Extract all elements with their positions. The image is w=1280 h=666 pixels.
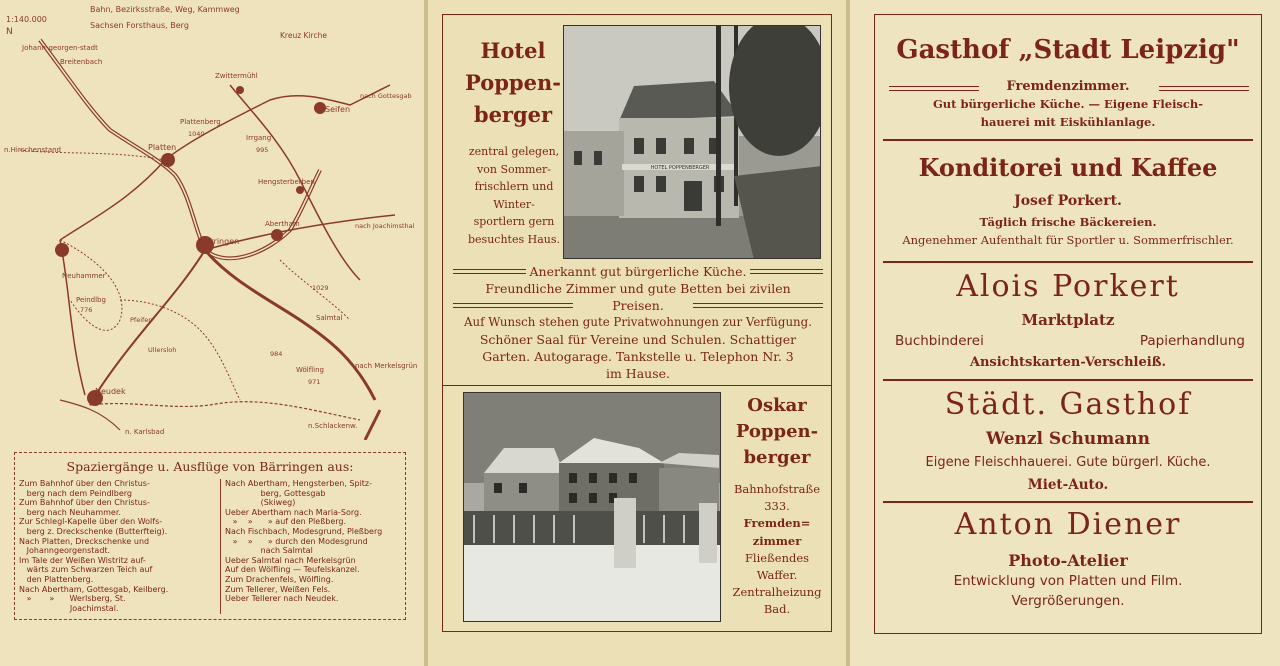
svg-text:n.Schlackenw.: n.Schlackenw.	[308, 422, 358, 430]
svg-text:Ullersloh: Ullersloh	[148, 346, 177, 354]
map-panel	[0, 0, 424, 666]
svg-text:Hengsterberben: Hengsterberben	[258, 178, 315, 186]
porkert-line2: Ansichtskarten-Verschleiß.	[969, 355, 1167, 370]
gasthof-line2: hauerei mit Eiskühlanlage.	[980, 115, 1156, 129]
gasthof-title: Gasthof „Stadt Leipzig"	[896, 35, 1240, 65]
hotel-sign: HOTEL POPPENBERGER	[650, 165, 710, 171]
svg-text:995: 995	[256, 146, 269, 154]
svg-text:n. Karlsbad: n. Karlsbad	[125, 428, 165, 436]
town-platten	[161, 153, 175, 167]
svg-text:Platten: Platten	[148, 143, 177, 152]
svg-text:nach Merkelsgrün: nach Merkelsgrün	[355, 362, 418, 370]
svg-text:n.Hirschenstand: n.Hirschenstand	[4, 146, 61, 154]
svg-text:Neudek: Neudek	[95, 387, 126, 396]
oskar-description: Bahnhofstraße 333. Fremden= zimmer Fließendes Waffer. Zentralheizung Bad.	[732, 482, 822, 617]
porkert-right: Papierhandlung	[1139, 333, 1245, 349]
town-abertham	[271, 229, 283, 241]
excursions-title: Spaziergänge u. Ausflüge von Bärringen aus:	[66, 459, 354, 474]
svg-text:Bärringen: Bärringen	[200, 237, 240, 246]
hotel-info: Anerkannt gut bürgerliche Küche. Freundliche Zimmer und gute Betten bei zivilen Preisen. Auf Wunsch stehen gute Privatwohnungen zur Verfügung. Schöner Saal für Vereine und Schulen. Schattiger Garten. Autogarage. Tankstelle u. Telephon Nr. 3 im Hause.	[464, 264, 812, 381]
konditorei-name: Josef Porkert.	[1014, 193, 1122, 209]
svg-text:Seifen: Seifen	[325, 105, 351, 114]
svg-text:1:140.000: 1:140.000	[6, 15, 47, 24]
konditorei-line1: Täglich frische Bäckereien.	[979, 215, 1157, 229]
staedt-name: Wenzl Schumann	[986, 429, 1150, 449]
hotel-frame	[442, 14, 832, 632]
svg-text:Wölfling: Wölfling	[296, 366, 324, 374]
excursions-box	[14, 452, 406, 620]
oskar-name: Oskar Poppen- berger	[735, 395, 819, 468]
svg-text:Abertham: Abertham	[265, 220, 300, 228]
svg-text:Zwittermühl: Zwittermühl	[215, 72, 258, 80]
hotel-description: zentral gelegen, von Sommer- frischlern und Winter- sportlern gern besuchtes Haus.	[468, 145, 560, 246]
konditorei-title: Konditorei und Kaffee	[918, 153, 1218, 182]
excursions-left: Zum Bahnhof über den Christus- berg nach dem Peindlberg Zum Bahnhof über den Christus- berg nach Neuhammer. Zur Schlegl-Kapelle über den Wolfs- berg z. Dreckschenke (Butterfteig). Nach Platten, Dreckschenke und Johanngeorgenstadt. Im Tale der Weißen Wistritz auf- wärts zum Schwarzen Teich auf den Plattenberg. Nach Abertham, Gottesgab, Keilberg. » » Werlsberg, St. Joachimstal.	[19, 479, 169, 613]
svg-text:1029: 1029	[312, 284, 329, 292]
svg-text:Irrgang: Irrgang	[246, 134, 272, 142]
svg-text:Kreuz Kirche: Kreuz Kirche	[280, 31, 327, 40]
svg-text:Johann-georgen-stadt: Johann-georgen-stadt	[22, 44, 98, 52]
road-to-neudek	[90, 250, 205, 405]
svg-text:N: N	[6, 27, 13, 37]
hotel-panel	[428, 0, 846, 666]
svg-text:Neuhammer: Neuhammer	[62, 272, 106, 280]
excursions-right: Nach Abertham, Hengsterben, Spitz- berg, Gottesgab (Skiweg) Ueber Abertham nach Maria-Sorg. » » » auf den Pleßberg. Nach Fischbach, Modesgrund, Pleßberg » » » durch den Modesgrund nach Salmtal Ueber Salmtal nach Merkelsgrün Auf den Wölfling — Teufelskanzel. Zum Drachenfels, Wölfling. Zum Tellerer, Weißen Fels. Ueber Tellerer nach Neudek.	[225, 479, 383, 604]
svg-text:Breitenbach: Breitenbach	[60, 58, 103, 66]
ads-panel	[850, 0, 1280, 666]
staedt-line1: Eigene Fleischhauerei. Gute bürgerl. Küche.	[925, 455, 1211, 470]
staedt-line2: Miet-Auto.	[1027, 477, 1109, 493]
route-map	[0, 0, 424, 440]
diener-line1: Entwicklung von Platten und Film.	[953, 573, 1183, 589]
porkert-sub: Marktplatz	[1021, 311, 1115, 329]
diener-title: Anton Diener	[954, 507, 1182, 542]
svg-text:Plattenberg: Plattenberg	[180, 118, 221, 126]
svg-text:Pfeifen: Pfeifen	[130, 316, 153, 324]
gasthof-sub: Fremdenzimmer.	[1006, 79, 1130, 94]
diener-line2: Vergrößerungen.	[1011, 593, 1125, 609]
svg-text:776: 776	[80, 306, 93, 314]
diener-sub: Photo-Atelier	[1008, 551, 1128, 570]
hotel-name: Hotel Poppen- berger	[465, 38, 561, 127]
svg-text:Bahn, Bezirksstraße,: Bahn, Bezirksstraße, Weg, Kammweg	[90, 5, 240, 14]
svg-text:984: 984	[270, 350, 283, 358]
staedt-title: Städt. Gasthof	[944, 387, 1192, 422]
oskar-photo	[463, 392, 721, 622]
ads-frame	[874, 14, 1262, 634]
gasthof-line1: Gut bürgerliche Küche. — Eigene Fleisch-	[932, 97, 1204, 111]
road-to-merkelsgruen	[205, 250, 375, 400]
town-neuhammer	[55, 243, 69, 257]
svg-text:nach Gottesgab: nach Gottesgab	[360, 92, 412, 100]
svg-text:Sachsen Forsthaus,: Sachsen Forsthaus, Berg	[90, 21, 189, 30]
hotel-photo	[563, 25, 821, 259]
svg-text:1040: 1040	[188, 130, 205, 138]
svg-text:971: 971	[308, 378, 321, 386]
porkert-left: Buchbinderei	[895, 333, 984, 349]
konditorei-line2: Angenehmer Aufenthalt für Sportler u. Sommerfrischler.	[902, 233, 1234, 247]
svg-text:nach Joachimsthal: nach Joachimsthal	[355, 222, 415, 230]
svg-text:Peindlbg: Peindlbg	[76, 296, 106, 304]
svg-text:Salmtal: Salmtal	[316, 314, 343, 322]
porkert-title: Alois Porkert	[956, 269, 1180, 304]
